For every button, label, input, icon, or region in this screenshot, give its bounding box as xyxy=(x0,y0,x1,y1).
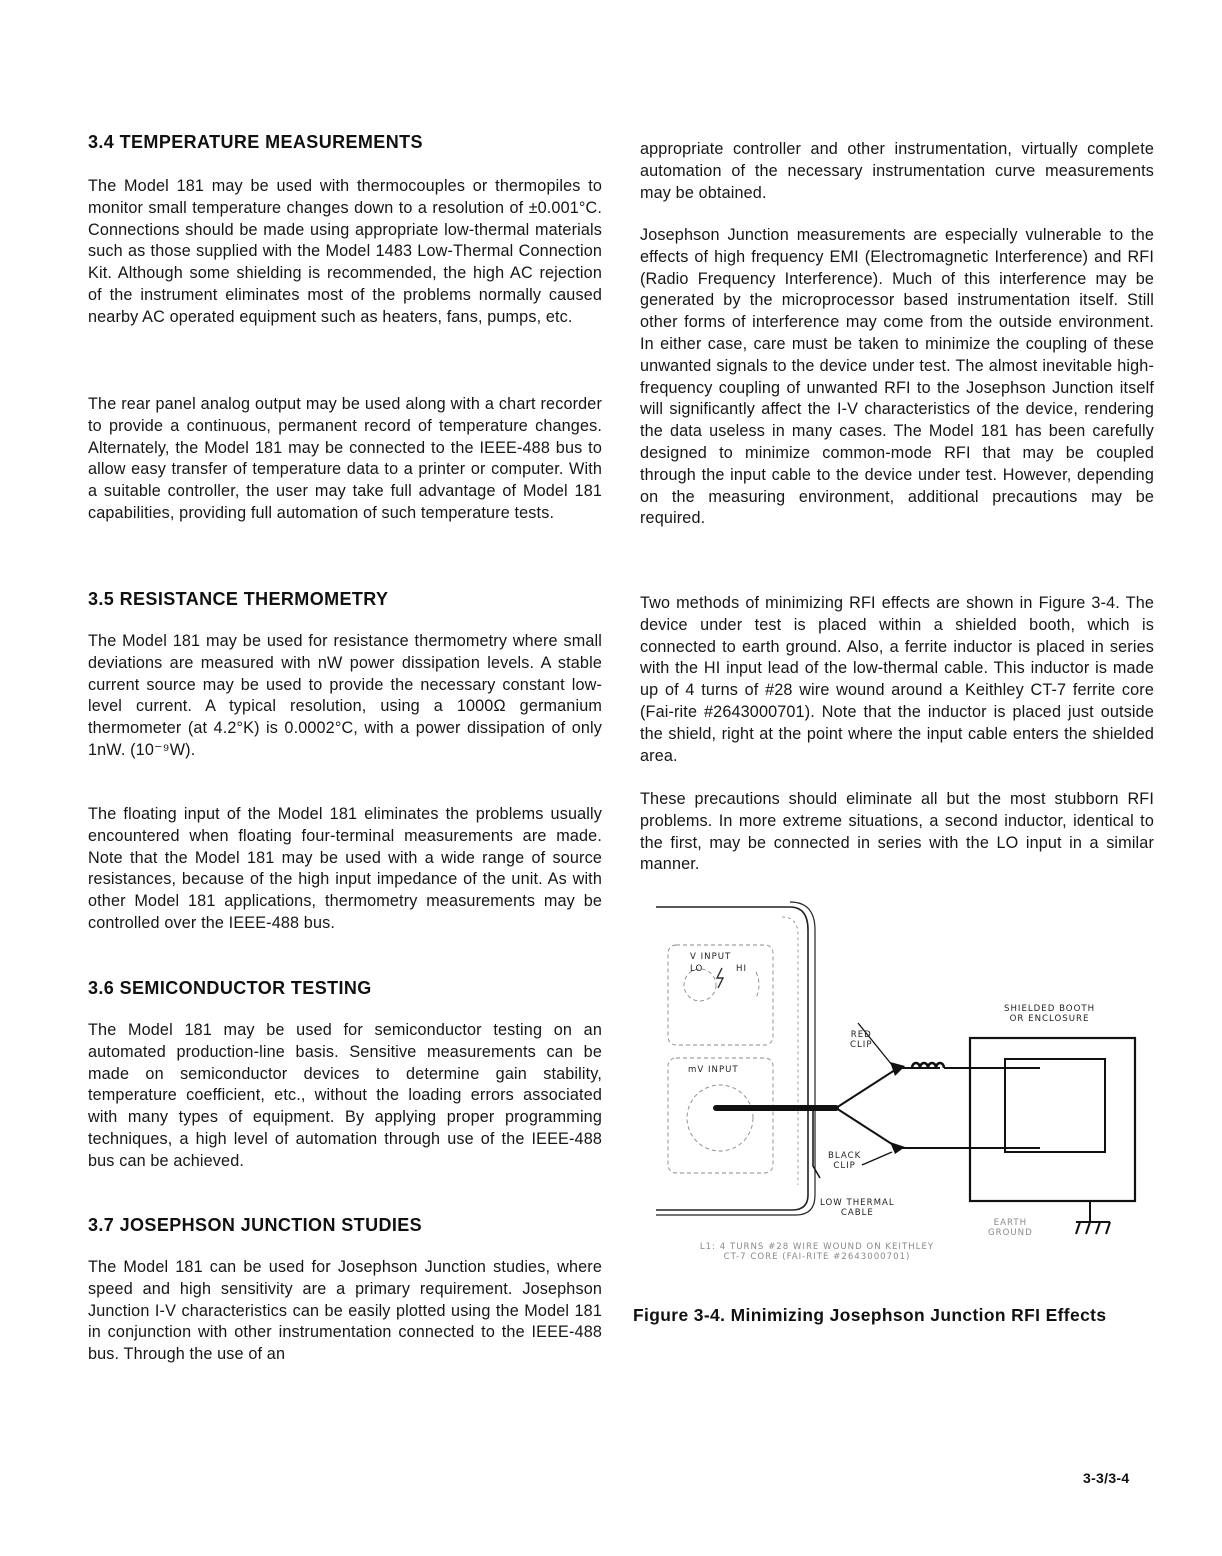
earth-ground-icon xyxy=(1076,1201,1110,1234)
paragraph: Two methods of minimizing RFI effects are shown in Figure 3-4. The device under test is placed within a shielded booth, which is connected to earth ground. Also, a ferrite inductor is placed in series with the HI input lead of the low-thermal cable. This inductor is made up of 4 turns of #28 wire wound around a Keithley CT-7 ferrite core (Fai-rite #2643000701). Note that the inductor is placed just outside the shield, right at the point where the input cable enters the shielded area. xyxy=(640,594,1154,765)
paragraph: The rear panel analog output may be used along with a chart recorder to provide a continuous, permanent record of temperature changes. Alternately, the Model 181 may be connected to the IEEE-488 bus to allow easy transfer of temperature data to a printer or computer. With a suitable controller, the user may take full advantage of Model 181 capabilities, providing full automation of such temperature tests. xyxy=(88,395,602,522)
figure-diagram xyxy=(640,890,1180,1285)
paragraph: The Model 181 can be used for Josephson Junction studies, where speed and high sensitivity are a primary requirement. Josephson Junction I-V characteristics can be easily plotted using the Model 181 in conjunction with other instrumentation connected to the IEEE-488 bus. Through the use of an xyxy=(88,1258,602,1364)
mv-input-label: mV INPUT xyxy=(688,1065,739,1075)
figure-3-4 xyxy=(640,890,1180,1285)
paragraph: Josephson Junction measurements are especially vulnerable to the effects of high frequency EMI (Electromagnetic Interference) and RFI (Radio Frequency Interference). Much of this interference may be generated by the microprocessor based instrumentation itself. Still other forms of interference may come from the outside environment. In either case, care must be taken to minimize the coupling of these unwanted signals to the device under test. The almost inevitable high-frequency coupling of unwanted RFI to the Josephson Junction itself will significantly affect the I-V characteristics of the device, rendering the data useless in many cases. The Model 181 has been carefully designed to minimize common-mode RFI that may be coupled through the input cable to the device under test. However, depending on the measuring environment, additional precautions may be required. xyxy=(640,226,1154,528)
section-heading-3-4: 3.4 TEMPERATURE MEASUREMENTS xyxy=(88,132,423,152)
section-heading-3-6: 3.6 SEMICONDUCTOR TESTING xyxy=(88,978,372,998)
low-thermal-cable-label: LOW THERMAL CABLE xyxy=(820,1198,895,1218)
shielded-booth xyxy=(970,1038,1135,1201)
red-lead xyxy=(836,1068,940,1108)
black-clip-label: BLACK CLIP xyxy=(828,1151,862,1171)
inductor-note: L1: 4 TURNS #28 WIRE WOUND ON KEITHLEY CT-7 CORE (FAI-RITE #2643000701) xyxy=(699,1242,935,1262)
black-lead xyxy=(836,1108,1040,1148)
paragraph: The Model 181 may be used for semiconductor testing on an automated production-line basis. Sensitive measurements can be made on semiconductor devices to determine gain stability, temperature coefficient, etc., without the loading errors associated with many types of equipment. By applying proper programming techniques, a high level of automation through use of the IEEE-488 bus can be achieved. xyxy=(88,1021,602,1170)
v-input-label: V INPUT xyxy=(690,952,732,962)
paragraph: appropriate controller and other instrumentation, virtually complete automation of the necessary instrumentation curve measurements may be obtained. xyxy=(640,140,1154,202)
paragraph: The floating input of the Model 181 eliminates the problems usually encountered when floating four-terminal measurements are made. Note that the Model 181 may be used with a wide range of source resistances, because of the high input impedance of the unit. As with other Model 181 applications, thermometry measurements may be controlled over the IEEE-488 bus. xyxy=(88,805,602,932)
paragraph: The Model 181 may be used with thermocouples or thermopiles to monitor small temperature changes down to a resolution of ±0.001°C. Connections should be made using appropriate low-thermal materials such as those supplied with the Model 1483 Low-Thermal Connection Kit. Although some shielding is recommended, the high AC rejection of the instrument eliminates most of the problems normally caused nearby AC operated equipment such as heaters, fans, pumps, etc. xyxy=(88,177,602,326)
figure-caption: Figure 3-4. Minimizing Josephson Junction RFI Effects xyxy=(633,1305,1107,1325)
shielded-booth-label: SHIELDED BOOTH OR ENCLOSURE xyxy=(1004,1004,1096,1024)
section-heading-3-5: 3.5 RESISTANCE THERMOMETRY xyxy=(88,589,389,609)
device-under-test xyxy=(1005,1059,1105,1152)
black-clip-icon xyxy=(890,1142,905,1154)
lo-terminal-label: LO xyxy=(690,964,704,974)
section-heading-3-7: 3.7 JOSEPHSON JUNCTION STUDIES xyxy=(88,1215,423,1235)
lightning-icon xyxy=(717,968,723,988)
paragraph: The Model 181 may be used for resistance thermometry where small deviations are measured with nW power dissipation levels. A stable current source may be used to provide the necessary constant low-level current. A typical resolution, using a 1000Ω germanium thermometer (at 4.2°K) is 0.0002°C, with a power dissipation of only 1nW. (10⁻⁹W). xyxy=(88,632,602,759)
red-clip-label: RED CLIP xyxy=(850,1030,873,1050)
earth-ground-label: EARTH GROUND xyxy=(988,1218,1033,1238)
paragraph: These precautions should eliminate all but the most stubborn RFI problems. In more extreme situations, a second inductor, identical to the first, may be connected in series with the LO input in a similar manner. xyxy=(640,790,1154,874)
mv-input-panel xyxy=(668,1058,773,1173)
hi-terminal-label: HI xyxy=(736,964,747,974)
instrument-panel xyxy=(656,902,815,1215)
page-number: 3-3/3-4 xyxy=(1083,1470,1130,1486)
